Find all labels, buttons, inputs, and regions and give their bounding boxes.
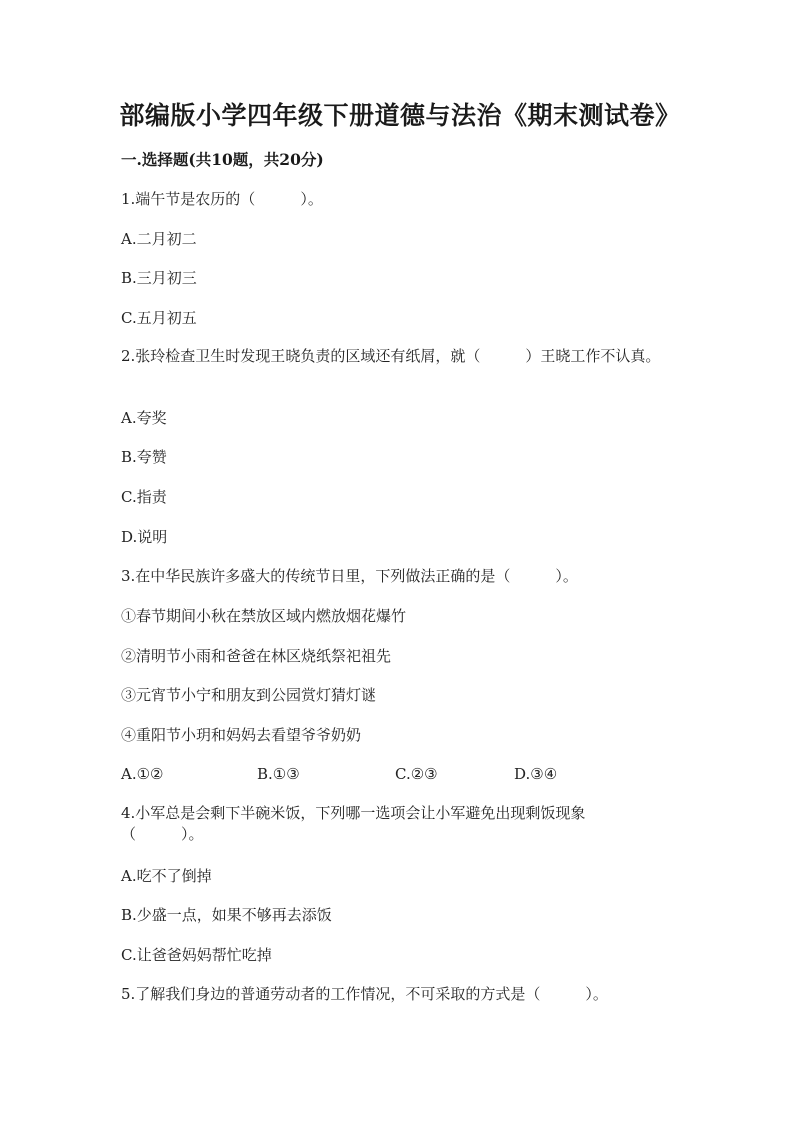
question-3-statement-1: ①春节期间小秋在禁放区域内燃放烟花爆竹 — [121, 607, 407, 625]
question-1-option-a: A.二月初二 — [121, 230, 197, 248]
question-3-statement-3: ③元宵节小宁和朋友到公园赏灯猜灯谜 — [121, 686, 377, 704]
question-4-option-a: A.吃不了倒掉 — [121, 867, 212, 885]
question-3-option-b: B.①③ — [257, 765, 300, 783]
question-3-statement-2: ②清明节小雨和爸爸在林区烧纸祭祀祖先 — [121, 647, 392, 665]
question-3-option-d: D.③④ — [514, 765, 558, 783]
question-4-option-b: B.少盛一点，如果不够再去添饭 — [121, 906, 332, 924]
question-2-stem: 2.张玲检查卫生时发现王晓负责的区域还有纸屑，就（ ）王晓工作不认真。 — [121, 347, 661, 365]
question-3-stem: 3.在中华民族许多盛大的传统节日里，下列做法正确的是（ ）。 — [121, 567, 578, 585]
question-3-option-a: A.①② — [121, 765, 164, 783]
question-1-option-c: C.五月初五 — [121, 309, 197, 327]
section-heading: 一.选择题(共10题，共20分) — [121, 150, 324, 169]
question-3-statement-4: ④重阳节小玥和妈妈去看望爷爷奶奶 — [121, 726, 362, 744]
page-title: 部编版小学四年级下册道德与法治《期末测试卷》 — [119, 101, 681, 130]
question-1-option-b: B.三月初三 — [121, 269, 197, 287]
question-3-options — [121, 764, 666, 784]
question-2-option-b: B.夸赞 — [121, 448, 167, 466]
question-2-option-c: C.指责 — [121, 488, 167, 506]
question-2-option-d: D.说明 — [121, 528, 168, 546]
question-3-option-c: C.②③ — [395, 765, 438, 783]
question-1-stem: 1.端午节是农历的（ ）。 — [121, 190, 323, 208]
question-2-option-a: A.夸奖 — [121, 409, 167, 427]
question-5-stem: 5.了解我们身边的普通劳动者的工作情况，不可采取的方式是（ ）。 — [121, 985, 608, 1003]
question-4-option-c: C.让爸爸妈妈帮忙吃掉 — [121, 946, 272, 964]
question-4-stem: 4.小军总是会剩下半碗米饭，下列哪一选项会让小军避免出现剩饭现象（ ）。 — [121, 804, 586, 843]
